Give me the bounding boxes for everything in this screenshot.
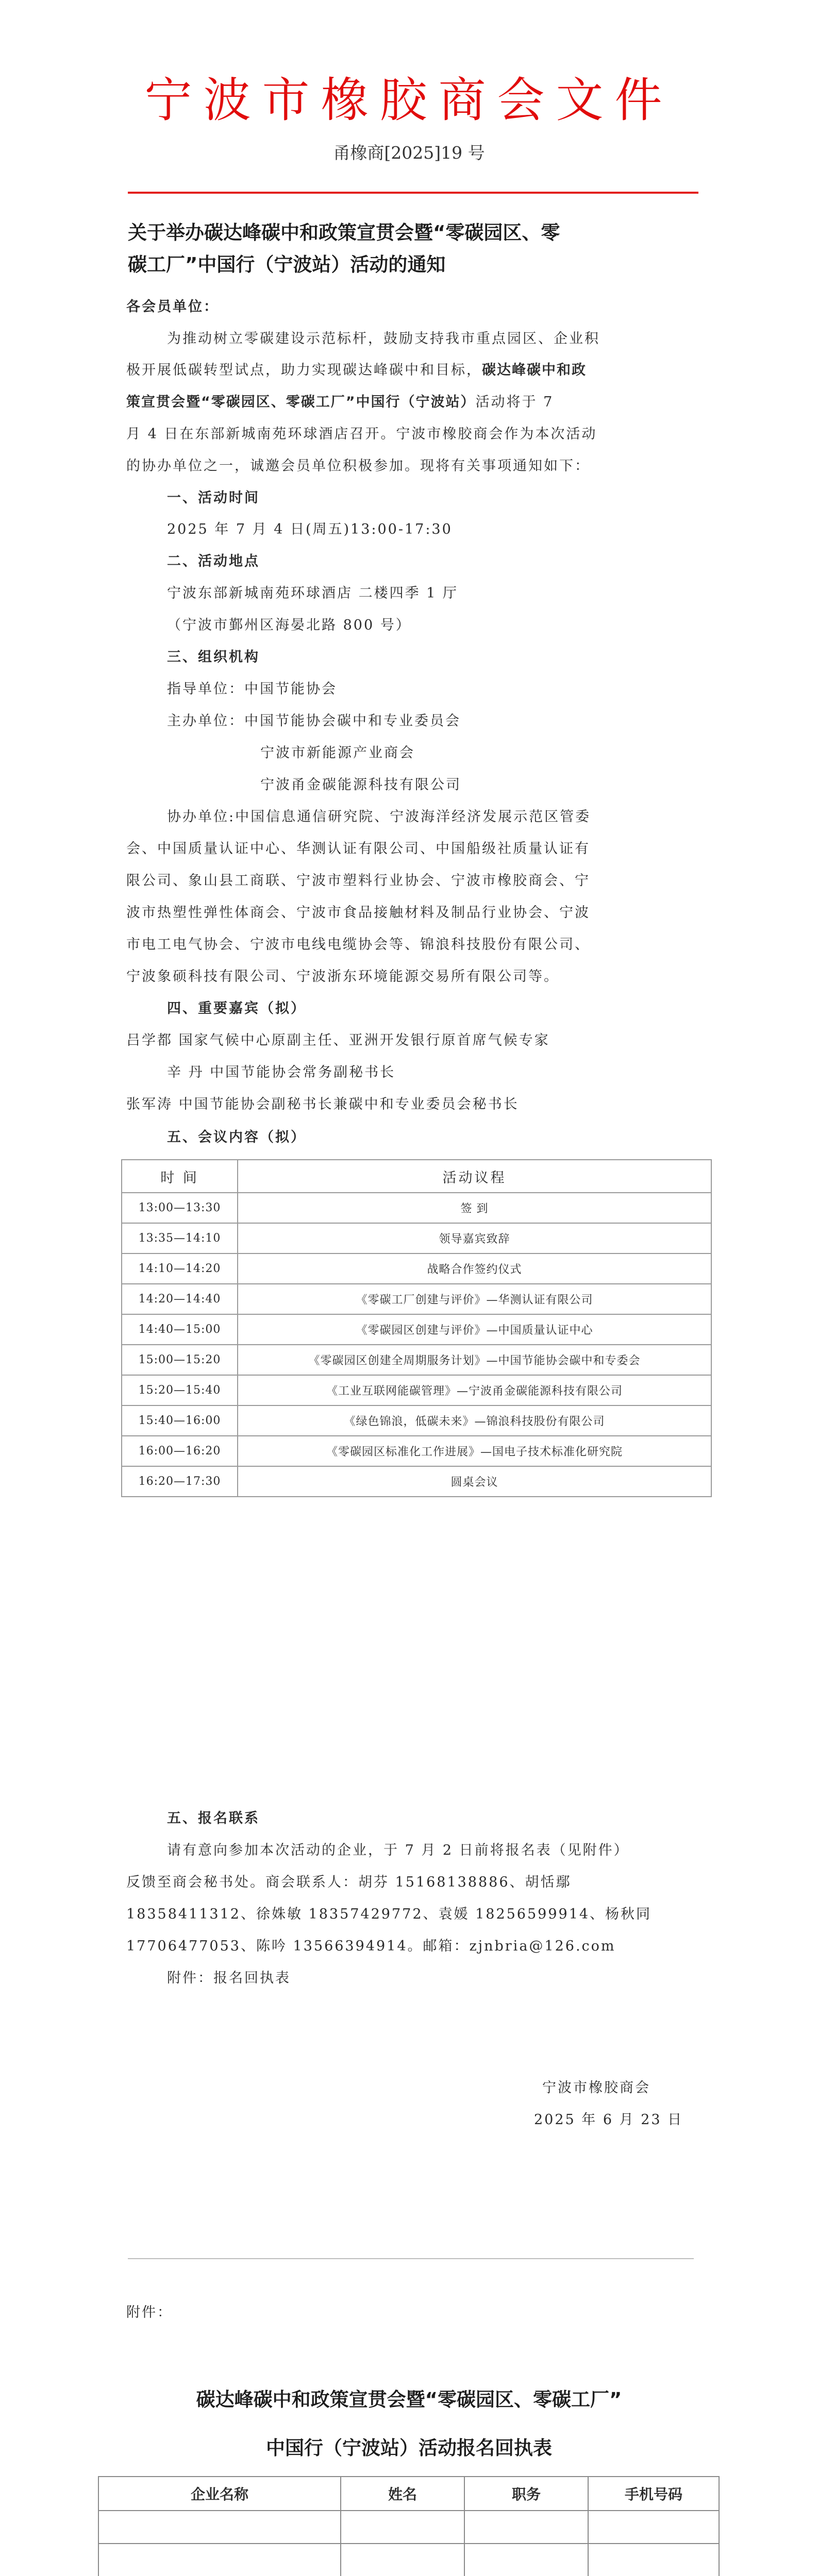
table-row <box>122 1253 711 1284</box>
guide-unit <box>167 682 700 697</box>
form-row <box>98 2544 719 2576</box>
host-unit <box>167 714 700 729</box>
schedule-time: 13:00—13:30 <box>122 1193 238 1223</box>
co-organizers-line-1: 协办单位:中国信息通信研究院、宁波海洋经济发展示范区管委 <box>167 809 591 825</box>
intro-line-3-text: 活动将于 7 <box>475 394 554 410</box>
form-header-row <box>98 2477 719 2511</box>
schedule-agenda: 《绿色锦浪，低碳未来》—锦浪科技股份有限公司 <box>238 1405 711 1436</box>
table-row <box>122 1345 711 1375</box>
form-col-phone: 手机号码 <box>588 2477 719 2511</box>
attachment-note: 附件：报名回执表 <box>167 1970 291 1986</box>
co-organizers-line-2: 会、中国质量认证中心、华测认证有限公司、中国船级社质量认证有 <box>126 841 590 857</box>
guest-2: 辛 丹 中国节能协会常务副秘书长 <box>167 1064 396 1080</box>
intro-line-2 <box>126 363 660 378</box>
intro-line-2-bold: 碳达峰碳中和政 <box>482 362 587 378</box>
table-row <box>122 1436 711 1466</box>
form-row <box>98 2511 719 2544</box>
table-row <box>122 1375 711 1405</box>
intro-line-2-text: 极开展低碳转型试点，助力实现碳达峰碳中和目标， <box>126 362 482 378</box>
section-2-heading: 二、活动地点 <box>167 553 260 569</box>
schedule-agenda: 圆桌会议 <box>238 1466 711 1497</box>
red-divider <box>128 192 698 194</box>
schedule-time: 14:10—14:20 <box>122 1253 238 1284</box>
section-4-heading: 四、重要嘉宾（拟） <box>167 1001 306 1016</box>
form-cell[interactable] <box>98 2544 341 2576</box>
signature-org: 宁波市橡胶商会 <box>542 2080 650 2096</box>
form-cell[interactable] <box>464 2544 588 2576</box>
schedule-agenda: 战略合作签约仪式 <box>238 1253 711 1284</box>
venue-address: （宁波市鄞州区海晏北路 800 号） <box>167 617 411 633</box>
co-organizers-line-3: 限公司、象山县工商联、宁波市塑料行业协会、宁波市橡胶商会、宁 <box>126 873 590 889</box>
intro-line-3-bold: 策宣贯会暨“零碳园区、零碳工厂”中国行（宁波站） <box>126 394 476 410</box>
salutation: 各会员单位： <box>126 299 219 315</box>
table-row <box>122 1284 711 1314</box>
document-title: 宁波市橡胶商会文件 <box>144 73 674 128</box>
schedule-table <box>121 1159 712 1497</box>
schedule-agenda: 签 到 <box>238 1193 711 1223</box>
form-cell[interactable] <box>341 2544 464 2576</box>
host-value-2: 宁波市新能源产业商会 <box>260 745 415 761</box>
schedule-agenda: 《工业互联网能碳管理》—宁波甬金碳能源科技有限公司 <box>238 1375 711 1405</box>
form-cell[interactable] <box>464 2511 588 2544</box>
table-row <box>122 1223 711 1253</box>
registration-heading: 五、报名联系 <box>167 1810 260 1826</box>
intro-line-4: 月 4 日在东部新城南苑环球酒店召开。宁波市橡胶商会作为本次活动 <box>126 426 597 442</box>
document-number: 甬橡商[2025]19 号 <box>333 143 485 163</box>
schedule-time: 14:20—14:40 <box>122 1284 238 1314</box>
host-value-1: 中国节能协会碳中和专业委员会 <box>244 713 461 729</box>
venue-name: 宁波东部新城南苑环球酒店 二楼四季 1 厅 <box>167 585 458 601</box>
guide-label: 指导单位： <box>167 681 244 697</box>
co-organizers-line-4: 波市热塑性弹性体商会、宁波市食品接触材料及制品行业协会、宁波 <box>126 905 590 921</box>
guest-1: 吕学都 国家气候中心原副主任、亚洲开发银行原首席气候专家 <box>126 1032 550 1048</box>
schedule-col-time: 时 间 <box>122 1160 238 1193</box>
schedule-time: 15:20—15:40 <box>122 1375 238 1405</box>
table-row <box>122 1466 711 1497</box>
schedule-agenda: 领导嘉宾致辞 <box>238 1223 711 1253</box>
schedule-time: 16:20—17:30 <box>122 1466 238 1497</box>
form-title-line2: 中国行（宁波站）活动报名回执表 <box>266 2437 552 2459</box>
section-5-heading: 五、会议内容（拟） <box>167 1129 306 1145</box>
schedule-agenda: 《零碳园区创建与评价》—中国质量认证中心 <box>238 1314 711 1345</box>
registration-line-1: 请有意向参加本次活动的企业，于 7 月 2 日前将报名表（见附件） <box>167 1842 629 1858</box>
form-cell[interactable] <box>341 2511 464 2544</box>
registration-line-4: 17706477053、陈吟 13566394914。邮箱：zjnbria@126.com <box>126 1938 616 1954</box>
attachment-label: 附件： <box>126 2304 173 2320</box>
schedule-time: 15:40—16:00 <box>122 1405 238 1436</box>
co-organizers-line-6: 宁波象硕科技有限公司、宁波浙东环境能源交易所有限公司等。 <box>126 969 559 985</box>
intro-line-1: 为推动树立零碳建设示范标杆，鼓励支持我市重点园区、企业积 <box>167 331 600 347</box>
schedule-header-row <box>122 1160 711 1193</box>
form-cell[interactable] <box>588 2511 719 2544</box>
host-label: 主办单位： <box>167 713 244 729</box>
notice-title-line2: 碳工厂”中国行（宁波站）活动的通知 <box>128 253 446 276</box>
schedule-time: 16:00—16:20 <box>122 1436 238 1466</box>
schedule-time: 15:00—15:20 <box>122 1345 238 1375</box>
event-time: 2025 年 7 月 4 日(周五)13:00-17:30 <box>167 521 453 537</box>
schedule-agenda: 《零碳园区创建全周期服务计划》—中国节能协会碳中和专委会 <box>238 1345 711 1375</box>
table-row <box>122 1314 711 1345</box>
guide-value: 中国节能协会 <box>244 681 337 697</box>
schedule-agenda: 《零碳园区标准化工作进展》—国电子技术标准化研究院 <box>238 1436 711 1466</box>
form-title-line1: 碳达峰碳中和政策宣贯会暨“零碳园区、零碳工厂” <box>196 2388 622 2411</box>
section-divider <box>128 2258 694 2259</box>
schedule-time: 14:40—15:00 <box>122 1314 238 1345</box>
form-col-name: 姓名 <box>341 2477 464 2511</box>
schedule-time: 13:35—14:10 <box>122 1223 238 1253</box>
schedule-col-agenda: 活动议程 <box>238 1160 711 1193</box>
registration-line-2: 反馈至商会秘书处。商会联系人：胡芬 15168138886、胡恬鄢 <box>126 1874 572 1890</box>
section-1-heading: 一、活动时间 <box>167 490 260 506</box>
co-organizers-line-5: 市电工电气协会、宁波市电线电缆协会等、锦浪科技股份有限公司、 <box>126 937 590 953</box>
host-value-3: 宁波甬金碳能源科技有限公司 <box>260 777 461 793</box>
notice-title-line1: 关于举办碳达峰碳中和政策宣贯会暨“零碳园区、零 <box>128 222 560 244</box>
form-cell[interactable] <box>98 2511 341 2544</box>
schedule-agenda: 《零碳工厂创建与评价》—华测认证有限公司 <box>238 1284 711 1314</box>
intro-line-5: 的协办单位之一，诚邀会员单位积极参加。现将有关事项通知如下： <box>126 458 590 474</box>
form-cell[interactable] <box>588 2544 719 2576</box>
table-row <box>122 1193 711 1223</box>
guest-3: 张军涛 中国节能协会副秘书长兼碳中和专业委员会秘书长 <box>126 1096 519 1112</box>
registration-form-table <box>98 2476 720 2576</box>
form-col-company: 企业名称 <box>98 2477 341 2511</box>
table-row <box>122 1405 711 1436</box>
form-col-title: 职务 <box>464 2477 588 2511</box>
section-3-heading: 三、组织机构 <box>167 649 260 665</box>
intro-line-3 <box>126 395 660 410</box>
registration-line-3: 18358411312、徐姝敏 18357429772、袁媛 18256599914、杨秋同 <box>126 1906 652 1922</box>
signature-date: 2025 年 6 月 23 日 <box>534 2112 683 2128</box>
